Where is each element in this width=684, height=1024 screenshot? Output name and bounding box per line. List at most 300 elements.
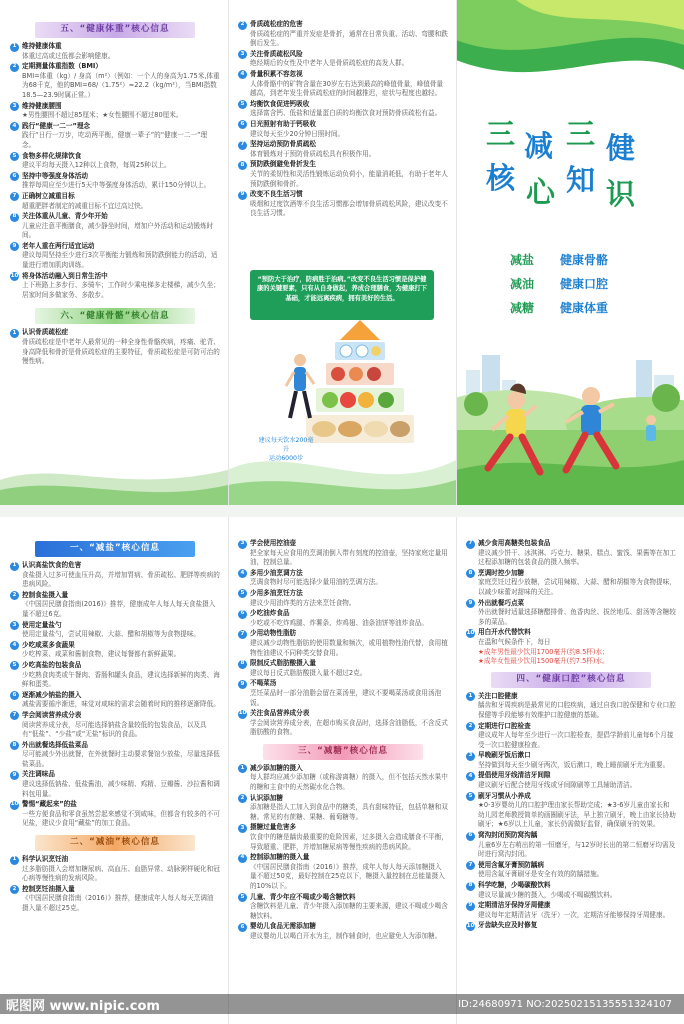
- title-char: 知: [566, 163, 596, 197]
- fold-divider: [228, 0, 229, 505]
- list-item: [466, 628, 676, 666]
- item-body: 把全家每天应食用的烹调油倒入带有刻度的控油壶，坚持家庭定量用油，控制总量。: [250, 548, 448, 567]
- list-item: [238, 794, 448, 823]
- list-item: [238, 589, 448, 608]
- item-body: 儿童6岁左右萌出的第一恒磨牙，与12岁时长出的第二恒磨牙均需及时进行窝沟封闭。: [478, 840, 676, 859]
- item-body: 建议成年人每年至少进行一次口腔检查，提倡学龄前儿童每6个月接受一次口腔健康检查。: [478, 731, 674, 749]
- item-number-badge: 9: [238, 680, 247, 689]
- list-item: [466, 722, 676, 751]
- item-body: ★成年男性最少饮用1700毫升(约8.5杯)水；: [478, 647, 609, 656]
- item-body: 上下班路上多步行、多骑车；工作时少乘电梯多走楼梯，减少久坐；居家时间多做家务、多散步。: [22, 281, 220, 299]
- list-item: [466, 599, 676, 628]
- item-heading: 控制食盐摄入量: [22, 590, 69, 599]
- item-title: [466, 569, 676, 579]
- item-number-badge: 6: [238, 923, 247, 932]
- item-title: [466, 599, 676, 609]
- item-body: 建议每日反式脂肪酸摄入量不超过2克。: [250, 668, 367, 677]
- item-title: [466, 921, 676, 931]
- item-heading: 减少食用高糖类包装食品: [478, 539, 551, 547]
- item-heading: 牙齿缺失应及时修复: [478, 921, 538, 930]
- item-heading: 刷牙习惯从小养成: [478, 791, 531, 800]
- item-heading: 用白开水代替饮料: [478, 628, 531, 637]
- list-item: [10, 885, 220, 914]
- item-heading: 外出就餐巧点菜: [478, 598, 525, 607]
- item-body: 建议刷牙后配合使用牙线或牙间隙刷等工具辅助清洁。: [478, 781, 637, 790]
- section-banner-reduce-salt: 一、“减盐”核心信息: [35, 541, 195, 557]
- reduce-salt-content: [10, 541, 220, 915]
- list-item: [238, 140, 448, 159]
- item-title: [10, 770, 220, 780]
- item-body: 烹饪菜品时一部分油脂会留在菜汤里，建议不要喝菜汤或食用汤泡饭。: [250, 688, 442, 707]
- item-number-badge: 5: [238, 100, 247, 109]
- list-item: [10, 561, 220, 590]
- item-number-badge: 2: [10, 63, 19, 72]
- item-title: [238, 609, 448, 619]
- water-tip-line1: 建议每天饮水200毫升: [258, 437, 314, 453]
- item-number-badge: 1: [238, 764, 247, 773]
- item-title: [10, 192, 220, 202]
- list-item: [10, 621, 220, 640]
- item-number-badge: 9: [10, 771, 19, 780]
- item-number-badge: 9: [238, 191, 247, 200]
- feature-row: [510, 248, 660, 272]
- item-number-badge: 8: [10, 741, 19, 750]
- fold-divider: [228, 517, 229, 1024]
- item-number-badge: 3: [466, 752, 475, 761]
- item-number-badge: 5: [10, 152, 19, 161]
- item-heading: 认识骨质疏松症: [22, 328, 69, 337]
- item-body: 每人群均应减少添加糖（或称游离糖）的摄入，但不包括天然水果中的糖和主食中的天然碳水化合物。: [250, 773, 448, 792]
- item-title: [238, 629, 448, 639]
- item-heading: 少用多油烹饪方法: [250, 588, 303, 597]
- item-number-badge: 7: [466, 861, 475, 870]
- watermark-bar: [0, 994, 684, 1014]
- list-item: [10, 770, 220, 799]
- item-number-badge: 1: [10, 856, 19, 865]
- reduce-oil-list: [10, 855, 220, 914]
- item-title: [10, 102, 220, 112]
- item-body: 建议婴幼儿以喝白开水为主，制作辅食时，也应避免人为添加糖。: [250, 931, 442, 940]
- item-number-badge: 1: [10, 329, 19, 338]
- item-heading: 认识添加糖: [250, 793, 283, 802]
- item-heading: 学会使用控油壶: [250, 539, 297, 547]
- item-heading: 减少添加糖的摄入: [250, 763, 303, 772]
- list-item: [238, 569, 448, 588]
- item-title: [238, 823, 448, 833]
- item-body: 吸烟和过度饮酒等不良生活习惯都会增加骨质疏松风险，建议改变不良生活习惯。: [250, 199, 448, 218]
- item-heading: 逐渐减少钠盐的摄入: [22, 690, 82, 699]
- item-body: 少吃或不吃炸鸡腿、炸薯条、炸鸡翅、油条油饼等油炸食品。: [250, 618, 429, 627]
- bones-content: [238, 20, 448, 220]
- list-item: [238, 853, 448, 891]
- item-title: [238, 853, 448, 863]
- list-item: [10, 172, 220, 191]
- item-number-badge: 5: [466, 792, 475, 801]
- list-item: [10, 328, 220, 366]
- item-number-badge: 3: [238, 824, 247, 833]
- list-item: [10, 641, 220, 660]
- item-body: 少吃榨菜、咸菜和酱制食物，建议每餐都有新鲜蔬果。: [22, 650, 181, 659]
- item-number-badge: 5: [238, 589, 247, 598]
- feature-reduce: 减盐: [510, 253, 535, 267]
- item-body: 减盐需要循序渐进，味觉对咸味的需求会随着时间的推移逐渐降低。: [22, 700, 220, 709]
- list-item: [238, 823, 448, 852]
- item-body: 建议每年定期清洁牙（洗牙）一次，定期洁牙能够保持牙周健康。: [478, 910, 670, 919]
- title-char: 三: [566, 117, 596, 151]
- item-title: [238, 589, 448, 599]
- item-title: [10, 328, 220, 338]
- item-number-badge: 8: [466, 882, 475, 891]
- item-number-badge: 4: [10, 641, 19, 650]
- list-item: [10, 661, 220, 690]
- item-body: 含糖饮料是儿童、青少年摄入添加糖的主要来源，建议不喝或少喝含糖饮料。: [250, 902, 448, 920]
- item-heading: 学会阅读营养成分表: [22, 710, 82, 719]
- item-title: [10, 711, 220, 721]
- item-body: 践行“日行一万步，吃动两平衡，健康一辈子”的“健康一二一”理念。: [22, 131, 208, 149]
- item-title: [238, 70, 448, 80]
- healthy-bones-list: [10, 328, 220, 366]
- item-title: [238, 893, 448, 903]
- item-body: 绝经期后的女性及中老年人是骨质疏松症的高发人群。: [250, 59, 409, 68]
- item-title: [10, 42, 220, 52]
- reduce-salt-list: [10, 561, 220, 829]
- feature-row: [510, 272, 660, 296]
- item-title: [238, 922, 448, 932]
- item-title: [466, 831, 676, 841]
- list-item: [466, 771, 676, 790]
- list-item: [238, 709, 448, 738]
- item-heading: 早晚刷牙饭后漱口: [478, 751, 531, 760]
- item-heading: 关注食品营养成分表: [250, 709, 310, 718]
- item-number-badge: 7: [238, 630, 247, 639]
- item-title: [466, 692, 676, 702]
- list-item: [10, 102, 220, 121]
- item-heading: 定期测量体重指数（BMI）: [22, 62, 102, 71]
- item-number-badge: 2: [466, 722, 475, 731]
- item-title: [466, 901, 676, 911]
- item-heading: 控制添加糖的摄入量: [250, 853, 310, 862]
- item-body: 体育锻炼对于预防骨质疏松具有积极作用。: [250, 149, 376, 158]
- item-body: 《中国居民膳食指南（2016）》推荐，健康成年人每人每天烹调油摄入量不超过25克。: [22, 894, 214, 912]
- item-heading: 骨量积累不容忽视: [250, 69, 303, 78]
- list-item: [10, 855, 220, 884]
- reduce-sugar-list-continued: [466, 539, 676, 667]
- running-people-illustration: [466, 380, 676, 490]
- item-body: 龋齿和牙周疾病是最常见的口腔疾病，通过自我口腔保健和专业口腔保健等手段能够有效维护口腔健康的基础。: [478, 701, 676, 719]
- runner-figure-icon: [284, 352, 316, 432]
- item-title: [10, 62, 220, 72]
- list-item: [466, 539, 676, 568]
- item-heading: 少吃高盐的包装食品: [22, 660, 82, 669]
- item-title: [238, 140, 448, 150]
- item-number-badge: 9: [466, 599, 475, 608]
- watermark-id: ID:24680971 NO:20250215135551324107: [458, 998, 672, 1010]
- panel-reduce-salt: [0, 517, 228, 1024]
- item-body: 少吃熟食肉类或午餐肉、香肠和罐头食品，建议选择新鲜的肉类、海鲜和蛋类。: [22, 670, 220, 689]
- cover-feature-list: [510, 248, 660, 320]
- item-body: 过多脂肪摄入会增加糖尿病、高血压、血脂异常、动脉粥样硬化和冠心病等慢性病的发病风险。: [22, 864, 220, 883]
- item-body: BMI=体重（kg）/ 身高（m²）（例如：一个人的身高为1.75米,体重为68千克，他的BMI=68/（1.75²）≈22.2（kg/m²），当BMI指数18.5—23.9时属正常。）: [22, 71, 220, 99]
- item-heading: 少用动物性脂肪: [250, 629, 297, 638]
- item-number-badge: 2: [238, 21, 247, 30]
- item-number-badge: 10: [10, 272, 19, 281]
- list-item: [10, 42, 220, 61]
- item-body: 骨质疏松症的严重并发症是骨折，通常在日常负重、活动、弯腰和跌倒后发生。: [250, 29, 448, 48]
- item-body: 建议减少饼干、冰淇淋、巧克力、糖果、糕点、蜜饯、果酱等在加工过程添加糖的包装食品的摄入频率。: [478, 548, 676, 567]
- list-item: [466, 692, 676, 721]
- section-banner-reduce-sugar: 三、“减糖”核心信息: [263, 744, 423, 760]
- item-title: [10, 741, 220, 751]
- item-title: [466, 628, 676, 638]
- item-number-badge: 4: [238, 70, 247, 79]
- item-heading: 正确树立减重目标: [22, 191, 75, 200]
- item-title: [238, 539, 448, 549]
- item-body: 建议每天至少20分钟日照时间。: [250, 129, 345, 138]
- item-title: [10, 661, 220, 671]
- item-number-badge: 4: [10, 122, 19, 131]
- oral-health-list: [466, 692, 676, 931]
- list-item: [10, 272, 220, 301]
- item-title: [238, 709, 448, 719]
- item-number-badge: 3: [238, 540, 247, 549]
- item-heading: 坚持中等强度身体活动: [22, 171, 88, 180]
- item-heading: 定期清洁牙保持牙周健康: [478, 901, 551, 910]
- item-title: [10, 621, 220, 631]
- item-body: ★0-3岁婴幼儿的口腔护理由家长帮助完成；★3-6岁儿童由家长和幼儿园老师教授简单的画圈刷牙法，早上独立刷牙，晚上由家长协助刷牙；★6岁以上儿童，家长仍需做好监督，确保刷牙的效果。: [478, 801, 676, 829]
- item-heading: 外出就餐选择低盐菜品: [22, 740, 88, 749]
- list-item: [466, 831, 676, 860]
- fold-divider: [456, 0, 457, 505]
- list-item: [10, 192, 220, 211]
- panel-bones-continued: [228, 0, 456, 505]
- item-body: 体重过高或过低都会影响健康。: [22, 51, 115, 60]
- item-body: 《中国居民膳食指南(2016)》推荐，健康成年人每人每天食盐摄入量不超过6克。: [22, 600, 216, 618]
- item-title: [10, 122, 220, 132]
- item-heading: 关注骨质疏松风险: [250, 49, 303, 58]
- feature-health: 健康体重: [560, 301, 609, 315]
- item-heading: 烹调时控少加糖: [478, 568, 525, 577]
- item-number-badge: 2: [10, 591, 19, 600]
- item-body: 建议每周坚持至少进行3次平衡能力锻炼和预防跌倒能力的活动，适量进行增加肌肉训练。: [22, 251, 218, 270]
- item-title: [466, 792, 676, 802]
- item-body: 学会阅读营养成分表，在超市购买食品时，选择含油脂低，不含反式脂肪酸的食物。: [250, 718, 448, 737]
- item-number-badge: 4: [238, 854, 247, 863]
- list-item: [238, 160, 448, 189]
- item-number-badge: 1: [10, 43, 19, 52]
- item-body: 阅读营养成分表，尽可能选择钠盐含量较低的包装食品，以及具有“低盐”、“少盐”或“无盐”标识的食品。: [22, 720, 207, 739]
- item-body: 食盐摄入过多可使血压升高，并增加胃病、骨质疏松、肥胖等疾病的患病风险。: [22, 570, 220, 589]
- list-item: [10, 711, 220, 740]
- list-item: [238, 893, 448, 922]
- item-number-badge: 7: [10, 711, 19, 720]
- item-number-badge: 10: [466, 922, 475, 931]
- item-heading: 食物多样化规律饮食: [22, 151, 82, 160]
- item-number-badge: 2: [238, 794, 247, 803]
- list-item: [10, 591, 220, 620]
- list-item: [466, 792, 676, 830]
- item-body: 关节的柔韧性和灵活性锻炼运动负荷小，能量消耗低，有助于老年人预防跌倒和骨折。: [250, 169, 448, 188]
- list-item: [466, 901, 676, 920]
- bones-list: [238, 20, 448, 219]
- item-number-badge: 4: [466, 772, 475, 781]
- item-heading: 科学认识烹饪油: [22, 855, 69, 864]
- item-number-badge: 5: [10, 661, 19, 670]
- item-title: [10, 885, 220, 895]
- list-item: [10, 152, 220, 171]
- item-number-badge: 2: [10, 885, 19, 894]
- item-number-badge: 10: [10, 801, 19, 810]
- item-title: [466, 539, 676, 549]
- item-title: [238, 569, 448, 579]
- list-item: [238, 922, 448, 941]
- item-title: [10, 591, 220, 601]
- item-heading: 使用含氟牙膏预防龋病: [478, 860, 544, 869]
- list-item: [238, 659, 448, 678]
- green-wave-decoration: [0, 450, 228, 505]
- item-heading: 定期进行口腔检查: [478, 721, 531, 730]
- item-title: [10, 855, 220, 865]
- list-item: [10, 800, 220, 829]
- item-body: 《中国居民膳食指南（2016）》推荐，成年人每人每天添加糖摄入量不超过50克，最好控制在25克以下，糖摄入量控制在总能量摄入的10%以下。: [250, 862, 445, 890]
- section-banner-healthy-bones: 六、“健康骨骼”核心信息: [35, 308, 195, 324]
- item-body: 建议平均每天摄入12种以上食物，每周25种以上。: [22, 161, 171, 170]
- item-title: [466, 881, 676, 891]
- item-number-badge: 6: [10, 691, 19, 700]
- item-number-badge: 7: [10, 192, 19, 201]
- item-title: [10, 800, 220, 810]
- watermark-site: 昵图网 www.nipic.com: [6, 998, 160, 1014]
- panel-healthy-weight: [0, 0, 228, 505]
- item-heading: 践行“健康一二一”理念: [22, 121, 91, 130]
- item-number-badge: 1: [10, 562, 19, 571]
- item-heading: 日光照射有助于钙吸收: [250, 119, 316, 128]
- list-item: [238, 539, 448, 568]
- item-heading: 科学吃糖，少喝碳酸饮料: [478, 881, 551, 889]
- item-heading: 少吃油炸食品: [250, 609, 290, 618]
- fold-divider: [456, 517, 457, 1024]
- item-number-badge: 7: [238, 141, 247, 150]
- item-title: [238, 100, 448, 110]
- item-number-badge: 8: [238, 660, 247, 669]
- item-body: 尽可能减少外出就餐，在外就餐时主动要求餐馆少放盐，尽量选择低盐菜品。: [22, 750, 220, 768]
- item-number-badge: 8: [466, 569, 475, 578]
- oral-health-content: [466, 539, 676, 932]
- reduce-oil-list-continued: [238, 539, 448, 738]
- list-item: [238, 629, 448, 658]
- item-heading: 将身体活动融入到日常生活中: [22, 271, 108, 280]
- item-heading: 婴幼儿食品无需添加糖: [250, 922, 316, 931]
- item-number-badge: 9: [466, 902, 475, 911]
- item-heading: 维持健康体重: [22, 42, 62, 50]
- item-heading: 摄糖过量危害多: [250, 823, 297, 832]
- item-body: 使用含氟牙膏刷牙是安全有效的防龋措施。: [478, 870, 604, 879]
- section-banner-oral-health: 四、“健康口腔”核心信息: [491, 672, 651, 688]
- item-heading: 骨质疏松症的危害: [250, 20, 303, 28]
- item-body: 添加糖是指人工加入到食品中的糖类，具有甜味特征，包括单糖和双糖。常见的有蔗糖、果糖、葡萄糖等。: [250, 803, 448, 821]
- title-char: 识: [606, 177, 636, 211]
- item-heading: 少吃咸菜多食蔬果: [22, 640, 75, 649]
- item-body: 外出就餐时适量选择糖醋排骨、鱼香肉丝、拔丝地瓜、甜汤等含糖较多的菜品。: [478, 608, 676, 626]
- item-title: [238, 120, 448, 130]
- title-char: 健: [606, 131, 636, 165]
- item-heading: 均衡饮食促进钙吸收: [250, 99, 310, 108]
- item-heading: 使用定量盐勺: [22, 620, 62, 629]
- item-title: [10, 641, 220, 651]
- item-number-badge: 3: [238, 50, 247, 59]
- item-body: 坚持做到每天至少刷牙两次，饭后漱口，晚上睡前刷牙尤为重要。: [478, 760, 670, 769]
- item-number-badge: 6: [238, 610, 247, 619]
- item-number-badge: 9: [10, 242, 19, 251]
- item-title: [238, 190, 448, 200]
- item-heading: 老年人重在两行适宜运动: [22, 241, 95, 250]
- item-body: 在温和气候条件下，每日: [478, 637, 551, 646]
- item-title: [238, 160, 448, 170]
- item-heading: 限制反式脂肪酸摄入量: [250, 659, 316, 668]
- title-char: 三: [486, 117, 516, 151]
- section-banner-healthy-weight: 五、“健康体重”核心信息: [35, 22, 195, 38]
- item-body: 使用定量盐勺，尝试用辣椒、大蒜、醋和胡椒等为食物提味。: [22, 630, 201, 639]
- item-heading: 儿童、青少年应不喝或少喝含糖饮料: [250, 892, 356, 901]
- list-item: [10, 741, 220, 770]
- item-heading: 维持健康腰围: [22, 101, 62, 110]
- item-title: [10, 272, 220, 282]
- item-number-badge: 6: [238, 120, 247, 129]
- item-title: [466, 722, 676, 732]
- item-body: 饮食中的糖是龋齿最重要的危险因素，过多摄入会造成膳食不平衡，导致超重、肥胖，并增加糖尿病等慢性疾病的患病风险。: [250, 833, 448, 851]
- list-item: [466, 569, 676, 598]
- item-number-badge: 6: [10, 172, 19, 181]
- list-item: [238, 190, 448, 219]
- item-body: 家庭烹饪过程少放糖，尝试用辣椒、大蒜、醋和胡椒等为食物提味，以减少味蕾对甜味的关注。: [478, 578, 676, 596]
- item-body: 骨质疏松症是中老年人最常见的一种全身性骨骼疾病，疼痛、驼背、身高降低和骨折是骨质疏松症的主要特征，骨质疏松症是可防可治的慢性病。: [22, 338, 220, 366]
- reduce-sugar-list: [238, 764, 448, 942]
- list-item: [238, 679, 448, 708]
- list-item: [238, 100, 448, 119]
- item-body: 建议减少动物性脂肪的使用数量和频次，或用植物性油代替，食用植物性油建议不同种类交替食用。: [250, 638, 448, 657]
- item-heading: 控制烹饪油摄入量: [22, 884, 75, 893]
- item-title: [10, 172, 220, 182]
- list-item: [238, 764, 448, 793]
- item-title: [10, 212, 220, 222]
- item-number-badge: 3: [10, 621, 19, 630]
- list-item: [10, 691, 220, 710]
- list-item: [238, 70, 448, 99]
- item-number-badge: 7: [466, 540, 475, 549]
- item-body: 建议少用油炸类的方法来烹饪食物。: [250, 598, 356, 607]
- water-tip-line2: 运动6000步: [268, 455, 304, 462]
- item-heading: 窝沟封闭预防窝沟龋: [478, 831, 538, 840]
- list-item: [238, 20, 448, 49]
- item-body: 一些方便食品和零食虽然尝起来感觉不到咸味，但都含有较多的不可见盐，建议少食用“藏盐”的加工食品。: [22, 809, 220, 828]
- item-body: ★男性腰围不超过85厘米；★女性腰围不超过80厘米。: [22, 111, 183, 120]
- item-body: 建议选择低钠盐、低盐酱油，减少味精、鸡精、豆瓣酱、沙拉酱和调料包用量。: [22, 780, 220, 798]
- item-title: [10, 561, 220, 571]
- item-title: [466, 751, 676, 761]
- section-banner-reduce-oil: 二、“减油”核心信息: [35, 835, 195, 851]
- item-body: ★成年女性最少饮用1500毫升(约7.5杯)水。: [478, 657, 609, 666]
- item-number-badge: 8: [238, 161, 247, 170]
- list-item: [466, 861, 676, 880]
- slogan-box: “预防大于治疗，防病胜于治病。”改变不良生活习惯是保护健康的关键要素，只有从自身做起，养成合理膳食，为健康打下基础，才能远离疾病，拥有美好的生活。: [250, 270, 434, 320]
- item-number-badge: 8: [10, 213, 19, 222]
- item-title: [238, 50, 448, 60]
- item-title: [238, 679, 448, 689]
- feature-reduce: 减糖: [510, 301, 535, 315]
- item-body: 选择富含钙、低盐和适量蛋白质的均衡饮食对预防骨质疏松有益。: [250, 109, 442, 118]
- item-number-badge: 1: [466, 692, 475, 701]
- list-item: [10, 122, 220, 151]
- item-number-badge: 5: [238, 893, 247, 902]
